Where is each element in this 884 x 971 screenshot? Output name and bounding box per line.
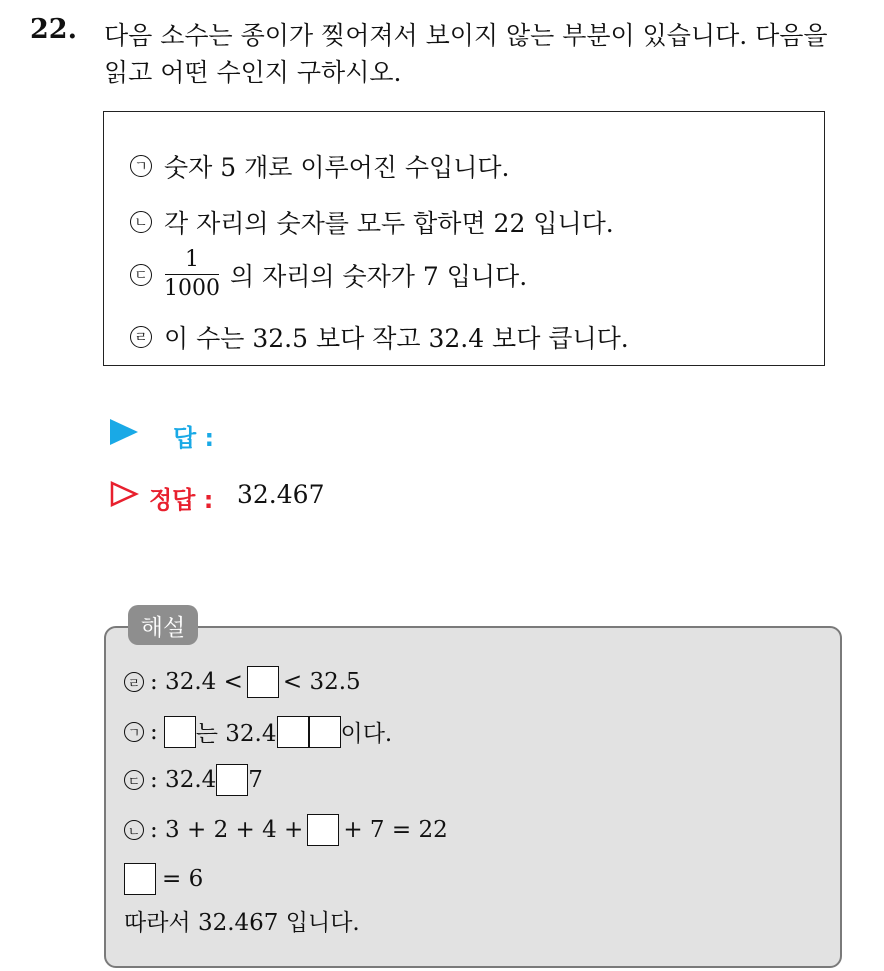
solution-marker: ㄹ: [124, 672, 144, 692]
solution-line-2: [124, 715, 392, 748]
condition-4: [130, 319, 629, 355]
solution-text: : 32.4: [150, 767, 217, 793]
question-text-line-1: 다음 소수는 종이가 찢어져서 보이지 않는 부분이 있습니다. 다음을: [104, 21, 828, 50]
solution-marker: ㄱ: [124, 722, 144, 742]
solution-text: 는 32.4: [195, 721, 277, 747]
solution-tab: 해설: [128, 605, 198, 645]
blank-box: [164, 716, 196, 748]
blank-box: [307, 814, 339, 846]
answer-arrow-icon: [110, 419, 140, 445]
condition-3: [130, 248, 527, 301]
condition-text: 숫자 5 개로 이루어진 수입니다.: [164, 153, 510, 182]
condition-text: 의 자리의 숫자가 7 입니다.: [230, 261, 528, 291]
solution-line-5: [124, 863, 203, 895]
solution-line-1: [124, 666, 361, 698]
correct-answer-arrow-icon: [110, 481, 140, 507]
solution-marker: ㄴ: [124, 820, 144, 840]
condition-marker: ㄱ: [130, 155, 152, 177]
condition-marker: ㄷ: [130, 264, 152, 286]
solution-line-3: [124, 764, 263, 796]
blank-box: [277, 716, 309, 748]
condition-marker: ㄴ: [130, 211, 152, 233]
fraction: [164, 248, 220, 301]
solution-marker: ㄷ: [124, 770, 144, 790]
solution-text: = 6: [162, 866, 204, 892]
fraction-denominator: 1000: [164, 276, 220, 302]
question-number: 22.: [30, 14, 77, 45]
solution-text: + 7 = 22: [343, 817, 448, 843]
correct-answer-value: 32.467: [237, 480, 325, 509]
fraction-numerator: 1: [185, 247, 199, 272]
condition-marker: ㄹ: [130, 326, 152, 348]
blank-box: [309, 716, 341, 748]
solution-line-4: [124, 814, 448, 846]
blank-box: [247, 666, 279, 698]
answer-label: 답 :: [173, 424, 215, 452]
solution-conclusion: 따라서 32.467 입니다.: [124, 910, 360, 936]
solution-text: : 32.4 <: [150, 669, 243, 695]
solution-text: : 3 + 2 + 4 +: [150, 817, 304, 843]
solution-text: < 32.5: [282, 669, 361, 695]
condition-text: 이 수는 32.5 보다 작고 32.4 보다 큽니다.: [164, 324, 629, 353]
blank-box: [216, 764, 248, 796]
condition-text: 각 자리의 숫자를 모두 합하면 22 입니다.: [164, 209, 614, 238]
correct-answer-label: 정답 :: [149, 486, 214, 514]
question-text-line-2: 읽고 어떤 수인지 구하시오.: [104, 58, 402, 87]
blank-box: [124, 863, 156, 895]
fraction-bar: [165, 274, 219, 275]
solution-text: 이다.: [340, 721, 393, 747]
condition-2: [130, 204, 614, 240]
solution-text: 7: [248, 767, 263, 793]
condition-1: [130, 148, 509, 184]
solution-text: :: [150, 718, 158, 745]
